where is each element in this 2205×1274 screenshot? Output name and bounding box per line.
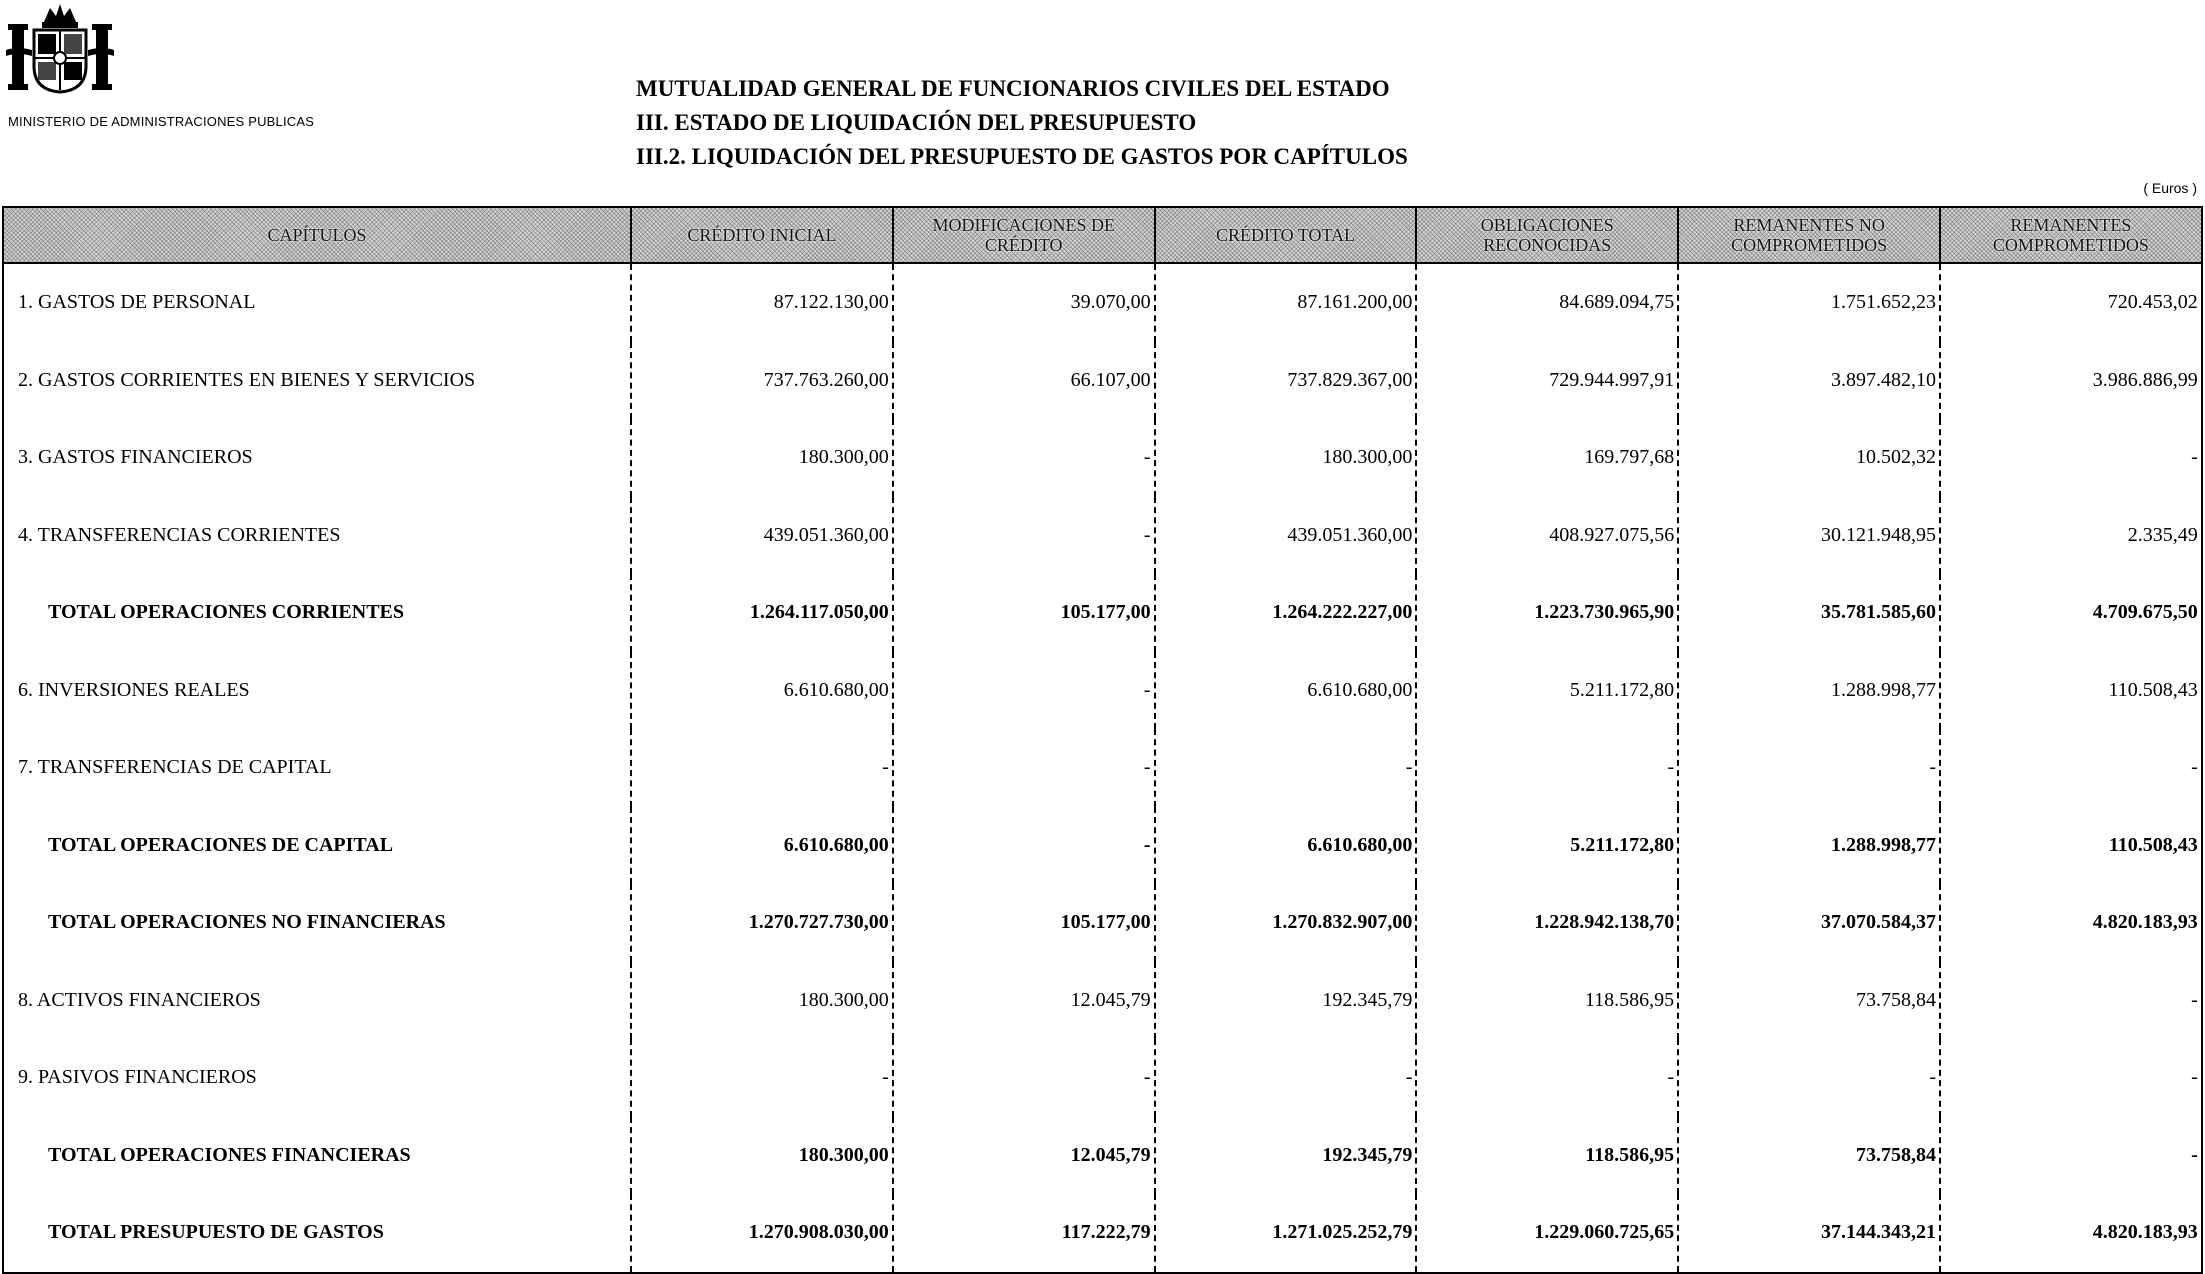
- row-label: 4. TRANSFERENCIAS CORRIENTES: [3, 497, 631, 575]
- row-value: -: [1678, 729, 1940, 807]
- coat-of-arms-icon: [6, 2, 114, 94]
- row-value: 6.610.680,00: [631, 807, 893, 885]
- table-row: [3, 962, 2202, 1040]
- row-value: 30.121.948,95: [1678, 497, 1940, 575]
- column-header-modificaciones: MODIFICACIONES DE CRÉDITO: [893, 207, 1155, 263]
- budget-liquidation-table: [2, 206, 2203, 1274]
- row-value: 1.288.998,77: [1678, 807, 1940, 885]
- row-value: 73.758,84: [1678, 962, 1940, 1040]
- row-value: -: [893, 652, 1155, 730]
- table-row: [3, 1194, 2202, 1273]
- row-value: 1.223.730.965,90: [1416, 574, 1678, 652]
- table-row: [3, 419, 2202, 497]
- row-label: 1. GASTOS DE PERSONAL: [3, 263, 631, 342]
- row-value: 118.586,95: [1416, 962, 1678, 1040]
- row-value: 87.122.130,00: [631, 263, 893, 342]
- row-value: 12.045,79: [893, 962, 1155, 1040]
- row-label: 9. PASIVOS FINANCIEROS: [3, 1039, 631, 1117]
- table-header-row: [3, 207, 2202, 263]
- column-header-remanentes-no-comprometidos: REMANENTES NO COMPROMETIDOS: [1678, 207, 1940, 263]
- row-value: 4.820.183,93: [1940, 1194, 2202, 1273]
- title-line-3: III.2. LIQUIDACIÓN DEL PRESUPUESTO DE GASTOS POR CAPÍTULOS: [636, 144, 1408, 169]
- row-value: -: [1940, 1039, 2202, 1117]
- row-value: 5.211.172,80: [1416, 652, 1678, 730]
- row-value: 1.270.727.730,00: [631, 884, 893, 962]
- row-value: -: [1940, 1117, 2202, 1195]
- row-value: 439.051.360,00: [631, 497, 893, 575]
- row-value: 84.689.094,75: [1416, 263, 1678, 342]
- row-label: TOTAL OPERACIONES FINANCIERAS: [3, 1117, 631, 1195]
- row-value: 180.300,00: [631, 1117, 893, 1195]
- row-value: 105.177,00: [893, 884, 1155, 962]
- title-line-2: III. ESTADO DE LIQUIDACIÓN DEL PRESUPUESTO: [636, 110, 1197, 135]
- row-value: 4.709.675,50: [1940, 574, 2202, 652]
- row-value: 66.107,00: [893, 342, 1155, 420]
- row-value: 39.070,00: [893, 263, 1155, 342]
- row-value: 180.300,00: [631, 419, 893, 497]
- table-row: [3, 884, 2202, 962]
- row-value: 737.829.367,00: [1155, 342, 1417, 420]
- row-value: 73.758,84: [1678, 1117, 1940, 1195]
- column-header-obligaciones: OBLIGACIONES RECONOCIDAS: [1416, 207, 1678, 263]
- row-value: 5.211.172,80: [1416, 807, 1678, 885]
- table-row: [3, 729, 2202, 807]
- column-header-credito-inicial: CRÉDITO INICIAL: [631, 207, 893, 263]
- table-row: [3, 263, 2202, 342]
- title-line-1: MUTUALIDAD GENERAL DE FUNCIONARIOS CIVILES DEL ESTADO: [636, 76, 1390, 101]
- row-value: 1.288.998,77: [1678, 652, 1940, 730]
- table-row: [3, 574, 2202, 652]
- row-value: 110.508,43: [1940, 807, 2202, 885]
- row-value: 35.781.585,60: [1678, 574, 1940, 652]
- row-value: -: [1940, 419, 2202, 497]
- row-label: 7. TRANSFERENCIAS DE CAPITAL: [3, 729, 631, 807]
- row-value: -: [893, 729, 1155, 807]
- row-value: 6.610.680,00: [631, 652, 893, 730]
- row-value: 192.345,79: [1155, 1117, 1417, 1195]
- row-value: 118.586,95: [1416, 1117, 1678, 1195]
- row-value: -: [1678, 1039, 1940, 1117]
- row-value: -: [1940, 962, 2202, 1040]
- row-value: 3.897.482,10: [1678, 342, 1940, 420]
- document-title: [636, 72, 1408, 174]
- row-label: TOTAL OPERACIONES CORRIENTES: [3, 574, 631, 652]
- row-value: 105.177,00: [893, 574, 1155, 652]
- table-row: [3, 652, 2202, 730]
- row-value: 1.751.652,23: [1678, 263, 1940, 342]
- row-value: -: [1155, 1039, 1417, 1117]
- row-value: -: [631, 1039, 893, 1117]
- row-label: TOTAL OPERACIONES DE CAPITAL: [3, 807, 631, 885]
- table-row: [3, 1117, 2202, 1195]
- row-value: 180.300,00: [631, 962, 893, 1040]
- column-header-credito-total: CRÉDITO TOTAL: [1155, 207, 1417, 263]
- column-header-remanentes-comprometidos: REMANENTES COMPROMETIDOS: [1940, 207, 2202, 263]
- row-value: -: [631, 729, 893, 807]
- row-value: -: [893, 497, 1155, 575]
- row-value: -: [1416, 729, 1678, 807]
- row-value: 1.228.942.138,70: [1416, 884, 1678, 962]
- row-value: 4.820.183,93: [1940, 884, 2202, 962]
- row-value: 10.502,32: [1678, 419, 1940, 497]
- row-label: TOTAL OPERACIONES NO FINANCIERAS: [3, 884, 631, 962]
- row-label: 6. INVERSIONES REALES: [3, 652, 631, 730]
- table-body: [3, 263, 2202, 1273]
- row-value: -: [893, 419, 1155, 497]
- table-row: [3, 497, 2202, 575]
- ministry-name: MINISTERIO DE ADMINISTRACIONES PUBLICAS: [8, 114, 315, 129]
- row-value: -: [1416, 1039, 1678, 1117]
- table-row: [3, 807, 2202, 885]
- table-row: [3, 342, 2202, 420]
- row-label: TOTAL PRESUPUESTO DE GASTOS: [3, 1194, 631, 1273]
- row-value: 1.229.060.725,65: [1416, 1194, 1678, 1273]
- row-value: 1.270.908.030,00: [631, 1194, 893, 1273]
- row-value: 1.270.832.907,00: [1155, 884, 1417, 962]
- row-value: 180.300,00: [1155, 419, 1417, 497]
- row-value: 737.763.260,00: [631, 342, 893, 420]
- row-value: 1.264.222.227,00: [1155, 574, 1417, 652]
- row-value: -: [893, 807, 1155, 885]
- row-value: 729.944.997,91: [1416, 342, 1678, 420]
- currency-unit-label: ( Euros ): [2143, 180, 2197, 196]
- row-value: 12.045,79: [893, 1117, 1155, 1195]
- row-value: 192.345,79: [1155, 962, 1417, 1040]
- row-value: -: [893, 1039, 1155, 1117]
- row-value: 3.986.886,99: [1940, 342, 2202, 420]
- row-value: -: [1155, 729, 1417, 807]
- row-value: 1.264.117.050,00: [631, 574, 893, 652]
- row-value: 439.051.360,00: [1155, 497, 1417, 575]
- row-value: 408.927.075,56: [1416, 497, 1678, 575]
- row-value: 37.070.584,37: [1678, 884, 1940, 962]
- row-value: 87.161.200,00: [1155, 263, 1417, 342]
- row-value: 2.335,49: [1940, 497, 2202, 575]
- row-value: 117.222,79: [893, 1194, 1155, 1273]
- row-value: 6.610.680,00: [1155, 807, 1417, 885]
- row-label: 3. GASTOS FINANCIEROS: [3, 419, 631, 497]
- row-value: 1.271.025.252,79: [1155, 1194, 1417, 1273]
- row-value: 110.508,43: [1940, 652, 2202, 730]
- column-header-capitulos: CAPÍTULOS: [3, 207, 631, 263]
- row-value: -: [1940, 729, 2202, 807]
- row-label: 8. ACTIVOS FINANCIEROS: [3, 962, 631, 1040]
- row-value: 6.610.680,00: [1155, 652, 1417, 730]
- row-value: 37.144.343,21: [1678, 1194, 1940, 1273]
- row-label: 2. GASTOS CORRIENTES EN BIENES Y SERVICIOS: [3, 342, 631, 420]
- table-row: [3, 1039, 2202, 1117]
- row-value: 169.797,68: [1416, 419, 1678, 497]
- row-value: 720.453,02: [1940, 263, 2202, 342]
